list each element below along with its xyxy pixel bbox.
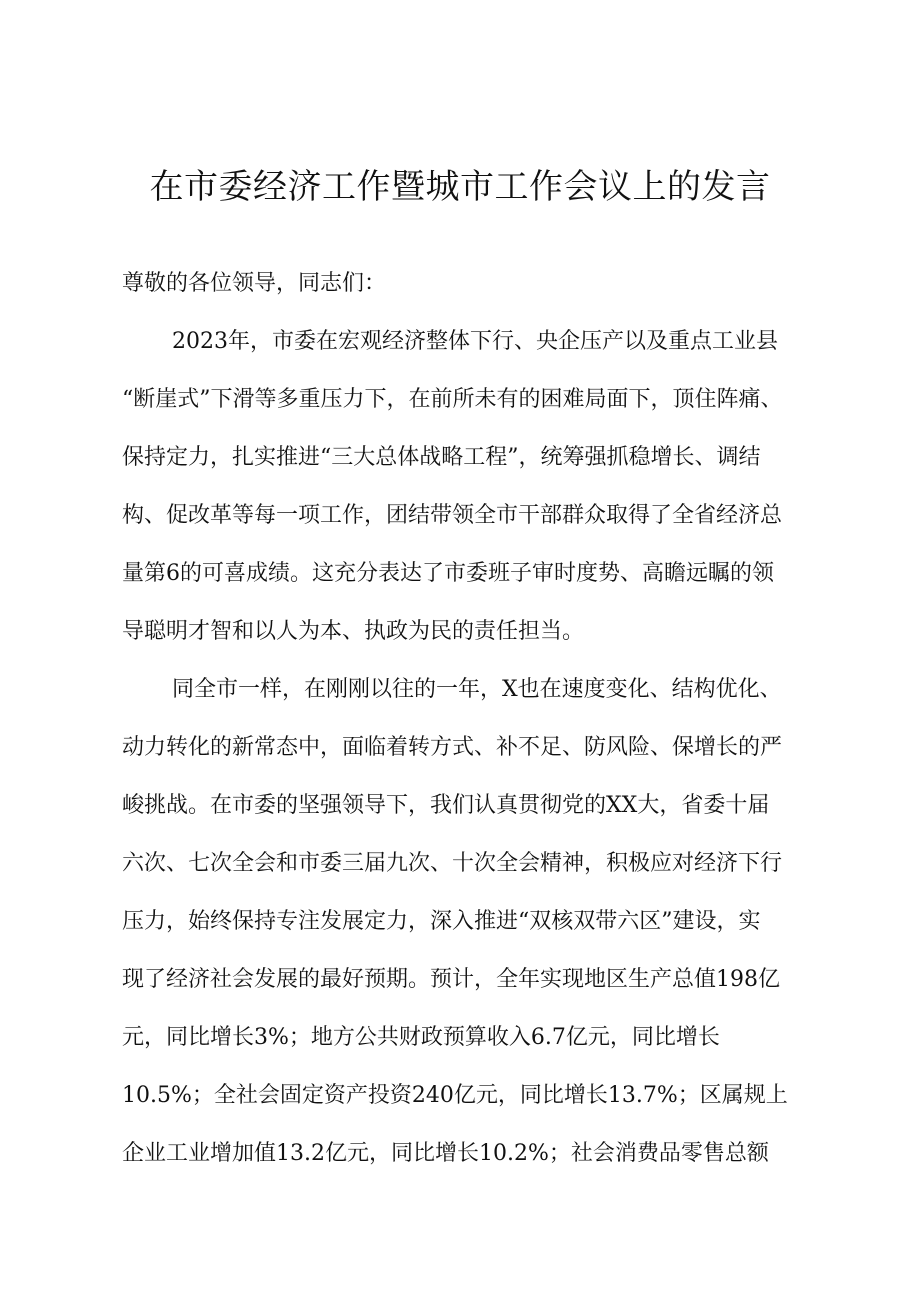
paragraph-line: 2023年，市委在宏观经济整体下行、央企压产以及重点工业县	[172, 329, 778, 354]
paragraph-2	[122, 661, 812, 1183]
paragraph-line: 压力，始终保持专注发展定力，深入推进“双核双带六区”建设，实	[122, 909, 761, 934]
document-body	[122, 255, 812, 1183]
paragraph-line: “断崖式”下滑等多重压力下，在前所未有的困难局面下，顶住阵痛、	[122, 387, 783, 412]
paragraph-line: 同全市一样，在刚刚以往的一年，X也在速度变化、结构优化、	[172, 677, 782, 702]
paragraph-line: 现了经济社会发展的最好预期。预计，全年实现地区生产总值198亿	[122, 967, 780, 992]
paragraph-line: 保持定力，扎实推进“三大总体战略工程”，统筹强抓稳增长、调结	[122, 445, 761, 470]
paragraph-line: 10.5%；全社会固定资产投资240亿元，同比增长13.7%；区属规上	[122, 1083, 788, 1108]
paragraph-line: 六次、七次全会和市委三届九次、十次全会精神，积极应对经济下行	[122, 851, 783, 876]
document-title: 在市委经济工作暨城市工作会议上的发言	[149, 167, 771, 207]
salutation: 尊敬的各位领导，同志们：	[122, 271, 387, 296]
paragraph-line: 峻挑战。在市委的坚强领导下，我们认真贯彻党的XX大，省委十届	[122, 793, 770, 818]
paragraph-line: 量第6的可喜成绩。这充分表达了市委班子审时度势、高瞻远瞩的领	[122, 561, 774, 586]
paragraph-line: 元，同比增长3%；地方公共财政预算收入6.7亿元，同比增长	[122, 1025, 720, 1050]
paragraph-line: 导聪明才智和以人为本、执政为民的责任担当。	[122, 619, 585, 644]
paragraph-line: 动力转化的新常态中，面临着转方式、补不足、防风险、保增长的严	[122, 735, 783, 760]
paragraph-line: 企业工业增加值13.2亿元，同比增长10.2%；社会消费品零售总额	[122, 1141, 769, 1166]
paragraph-line: 构、促改革等每一项工作，团结带领全市干部群众取得了全省经济总	[122, 503, 783, 528]
paragraph-1	[122, 313, 812, 661]
